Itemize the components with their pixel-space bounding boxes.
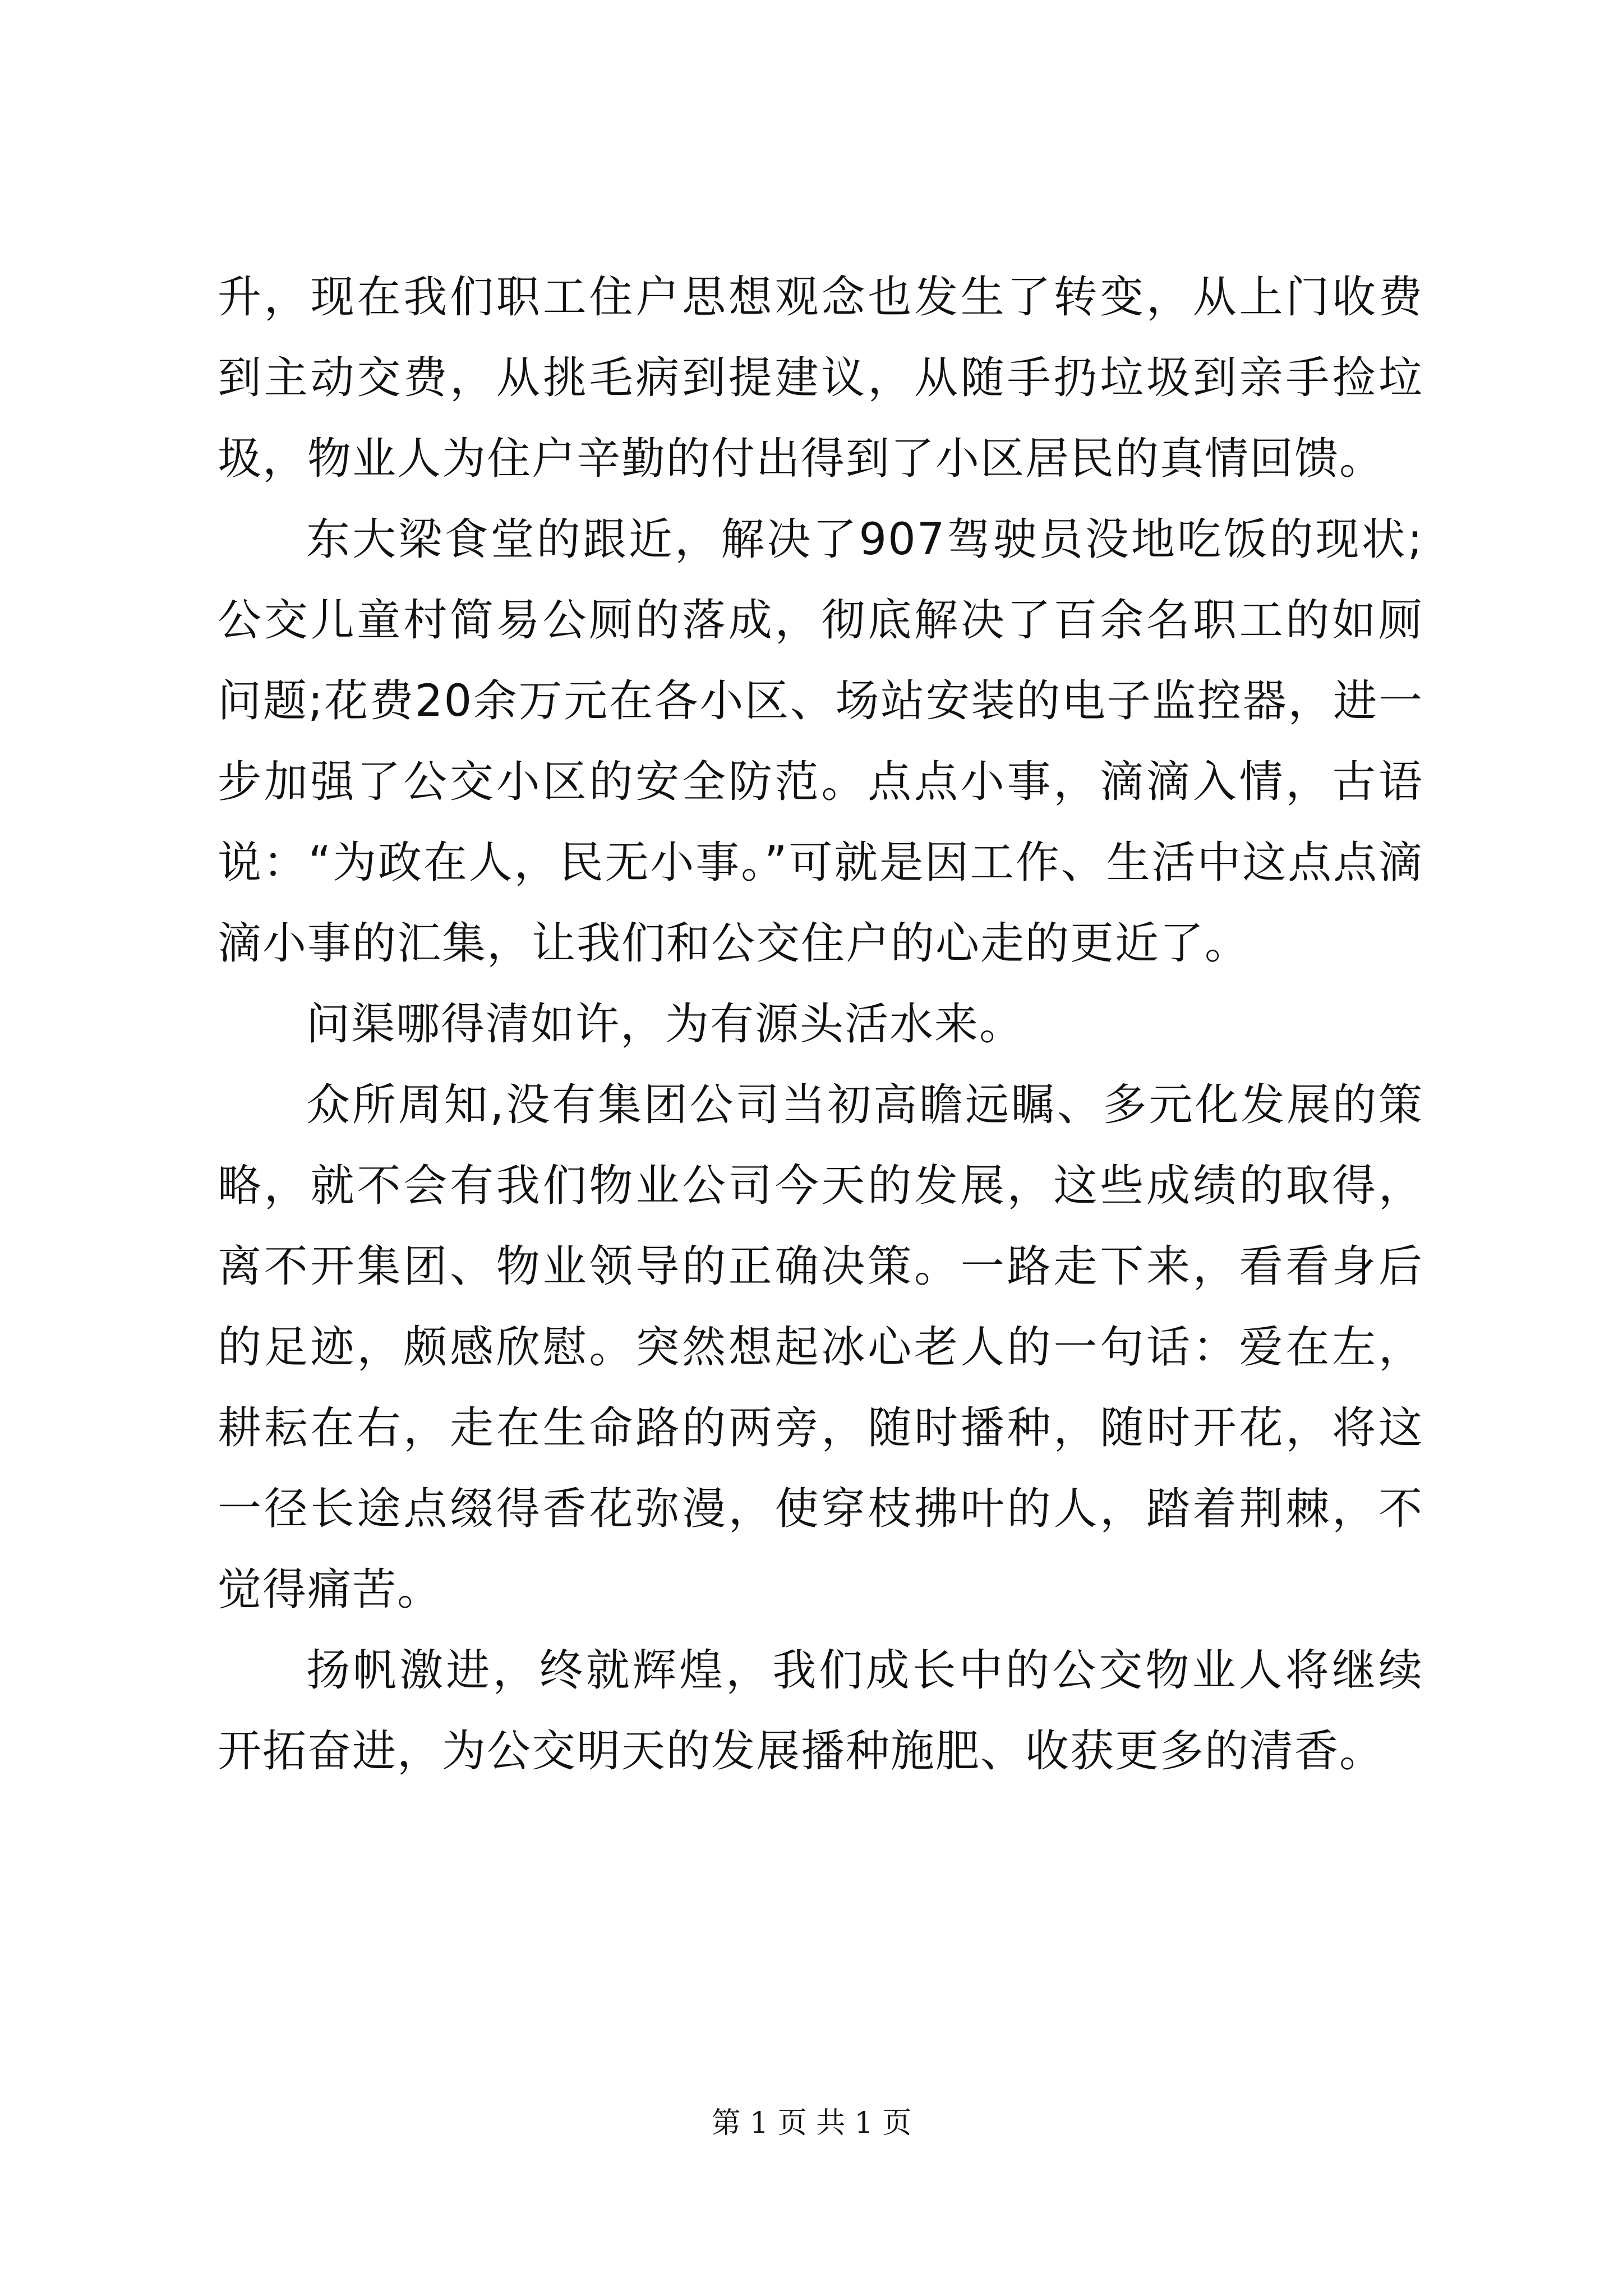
paragraph-2: 东大梁食堂的跟近，解决了907驾驶员没地吃饭的现状;公交儿童村简易公厕的落成，彻底解决了百余名职工的如厕问题;花费20余万元在各小区、场站安装的电子监控器，进一步加强了公交小区的安全防范。点点小事，滴滴入情，古语说：“为政在人，民无小事。”可就是因工作、生活中这点点滴滴小事的汇集，让我们和公交住户的心走的更近了。 [218, 514, 1423, 969]
page-footer [0, 2104, 1623, 2143]
document-body [218, 257, 1423, 1792]
paragraph-1: 升，现在我们职工住户思想观念也发生了转变，从上门收费到主动交费，从挑毛病到提建议，从随手扔垃圾到亲手捡垃圾，物业人为住户辛勤的付出得到了小区居民的真情回馈。 [218, 272, 1423, 484]
paragraph-4: 众所周知,没有集团公司当初高瞻远瞩、多元化发展的策略，就不会有我们物业公司今天的发展，这些成绩的取得，离不开集团、物业领导的正确决策。一路走下来，看看身后的足迹，颇感欣慰。突然想起冰心老人的一句话：爱在左，耕耘在右，走在生命路的两旁，随时播种，随时开花，将这一径长途点缀得香花弥漫，使穿枝拂叶的人，踏着荆棘，不觉得痛苦。 [218, 1080, 1423, 1615]
paragraph-5: 扬帆激进，终就辉煌，我们成长中的公交物业人将继续开拓奋进，为公交明天的发展播种施肥、收获更多的清香。 [218, 1645, 1423, 1777]
page-number-label: 第 1 页 共 1 页 [711, 2106, 912, 2140]
paragraph-3: 问渠哪得清如许，为有源头活水来。 [306, 999, 1025, 1050]
